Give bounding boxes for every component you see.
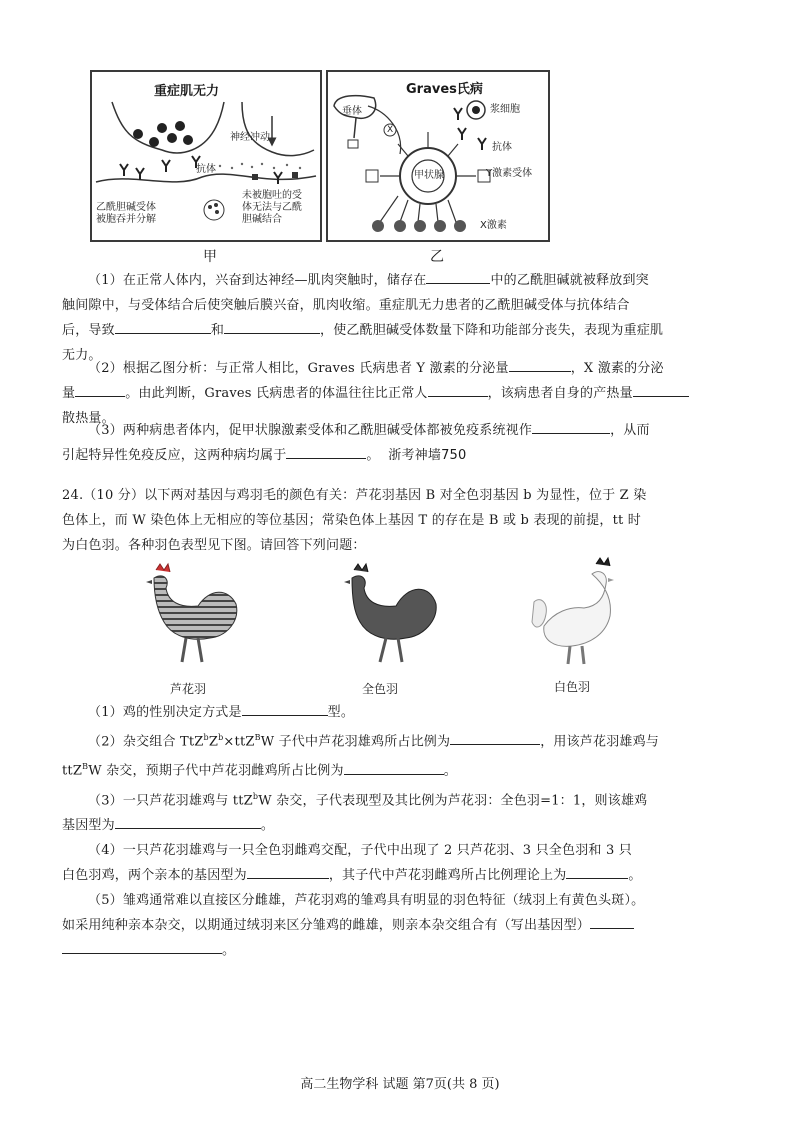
page-footer: 高二生物学科 试题 第7页(共 8 页) <box>300 1077 500 1092</box>
antibody-label-yi: 抗体 <box>492 142 512 153</box>
answer-blank[interactable] <box>115 319 211 334</box>
answer-blank[interactable] <box>426 269 490 284</box>
figure-myasthenia <box>90 70 322 242</box>
figure-jia-title: 重症肌无力 <box>154 84 220 99</box>
pituitary-label: 垂体 <box>342 106 362 117</box>
answer-blank[interactable] <box>566 864 628 879</box>
barred-chicken-image <box>124 558 244 676</box>
watermark-text: 浙考神墙750 <box>388 448 467 463</box>
q24-questions: （1）鸡的性别决定方式是 型。 （2）杂交组合 $TtZ^bZ^b\times ttZ^BW$ 子代中芦花羽雄鸡所占比例为 ，用该芦花羽雄鸡与 ttZ$^B$W 杂交，预期子代中芦花羽雌鸡所占比例为 。 （3）一只芦花羽雄鸡与 ttZ$^b$W 杂交，子代表现型及其比例为芦花羽：全色羽=1：1，则该雄鸡 基因型为 。 （4）一只芦花羽雄鸡与一只全色羽雌鸡交配，子代中出现了 2 只芦花羽、3 只全色羽和 3 只 白色羽鸡，两个亲本的基因型为 ，其子代中芦花羽雌鸡所占比例理论上为 。 （5）雏鸡通常难以直接区分雌雄，芦花羽鸡的雏鸡具有明显的羽色特征（绒羽上有黄色头斑）。 如采用纯种亲本杂交，以期通过绒羽来区分雏鸡的雌雄，则亲本杂交组合有（写出基因型） 。 <box>62 700 752 963</box>
answer-blank[interactable] <box>75 382 125 397</box>
figure-graves <box>326 70 550 242</box>
solid-feather-label: 全色羽 <box>362 682 399 696</box>
graves-diagram <box>328 72 548 240</box>
barred-feather-label: 芦花羽 <box>170 682 207 696</box>
answer-blank[interactable] <box>115 814 261 829</box>
white-chicken-image <box>514 552 634 670</box>
answer-blank[interactable] <box>344 760 444 775</box>
figure-yi-title: Graves氏病 <box>406 82 483 97</box>
solid-chicken-image <box>322 556 442 674</box>
receptor-engulfed-label: 乙酰胆碱受体 被胞吞并分解 <box>96 202 156 225</box>
answer-blank[interactable] <box>590 914 634 929</box>
answer-blank[interactable] <box>633 382 689 397</box>
nerve-impulse-label: 神经冲动 <box>230 132 270 143</box>
answer-blank[interactable] <box>428 382 488 397</box>
answer-blank[interactable] <box>286 444 366 459</box>
thyroid-label: 甲状腺 <box>414 170 444 181</box>
white-feather-label: 白色羽 <box>554 680 591 694</box>
y-receptor-label: Y激素受体 <box>486 168 533 179</box>
q23-part3: （3）两种病患者体内，促甲状腺激素受体和乙酰胆碱受体都被免疫系统视作 ，从而 引起特异性免疫反应，这两种病均属于 。 浙考神墙750 <box>62 418 752 468</box>
answer-blank[interactable] <box>242 701 328 716</box>
plasma-cell-label: 浆细胞 <box>490 104 520 115</box>
answer-blank[interactable] <box>62 939 222 954</box>
x-mark-label: X <box>387 125 394 135</box>
unbound-receptor-label: 未被胞吐的受 体无法与乙酰 胆碱结合 <box>242 190 302 225</box>
answer-blank[interactable] <box>509 357 571 372</box>
q23-part1: （1）在正常人体内，兴奋到达神经—肌肉突触时，储存在 中的乙酰胆碱就被释放到突 触间隙中，与受体结合后使突触后膜兴奋，肌肉收缩。重症肌无力患者的乙酰胆碱受体与抗体结合 后，导致 和 ，使乙酰胆碱受体数量下降和功能部分丧失，表现为重症肌 无力。 <box>62 268 752 368</box>
figure-jia-caption: 甲 <box>203 249 217 265</box>
answer-blank[interactable] <box>532 419 610 434</box>
x-hormone-label: X激素 <box>480 220 507 231</box>
answer-blank[interactable] <box>224 319 320 334</box>
answer-blank[interactable] <box>450 730 540 745</box>
antibody-label: 抗体 <box>196 164 216 175</box>
q24-intro: 24.（10 分）以下两对基因与鸡羽毛的颜色有关：芦花羽基因 B 对全色羽基因 b 为显性，位于 Z 染 色体上，而 W 染色体上无相应的等位基因；常染色体上基因 T 的存在是 B 或 b 表现的前提，tt 时 为白色羽。各种羽色表型见下图。请回答下列问题： <box>62 488 647 553</box>
q23-part2: （2）根据乙图分析：与正常人相比，Graves 氏病患者 Y 激素的分泌量 ，X 激素的分泌 量 。由此判断，Graves 氏病患者的体温往往比正常人 ，该病患者自身的产热量 散热量。 <box>62 356 752 431</box>
figure-yi-caption: 乙 <box>430 249 444 265</box>
answer-blank[interactable] <box>247 864 329 879</box>
